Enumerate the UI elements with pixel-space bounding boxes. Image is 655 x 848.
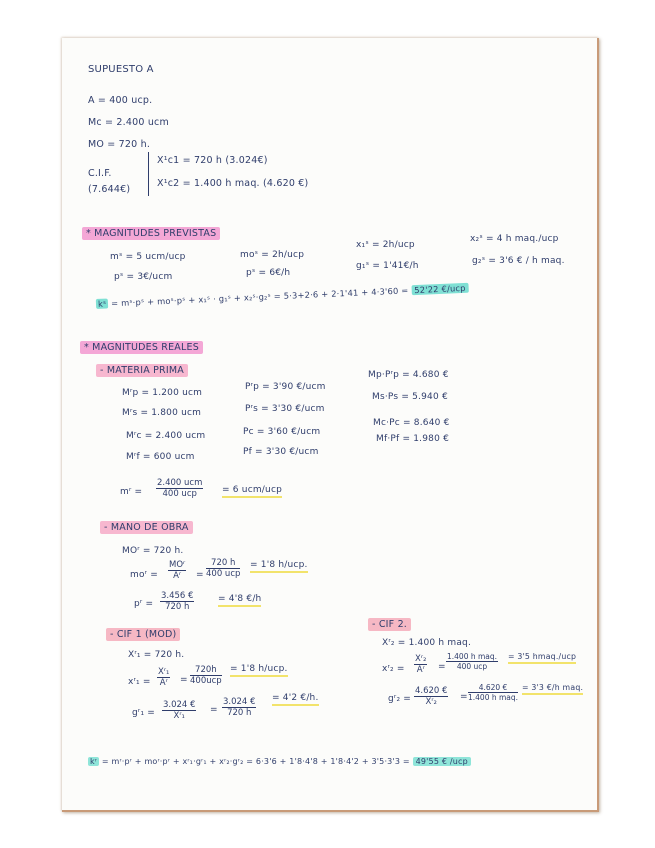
mp-r3-c2: Pc = 3'60 €/ucm	[243, 427, 321, 437]
x2-fraction-2: 1.400 h maq. 400 ucp	[447, 652, 498, 671]
materials-Mc: Mc = 2.400 ucm	[88, 117, 169, 128]
g2-result: = 3'3 €/h maq.	[522, 683, 583, 692]
prev-r1-c2: moˢ = 2h/ucp	[240, 250, 305, 260]
g1-fraction-1: $\frac{3.024 €}{\text{Xʳ₁}}$	[163, 700, 196, 721]
mr-lhs: mʳ =	[120, 487, 143, 497]
prev-r1-c1: mˢ = 5 ucm/ucp	[110, 252, 186, 262]
mor-fraction-2: 720 h 400 ucp	[206, 558, 241, 579]
labor-MO: MO = 720 h.	[88, 139, 151, 150]
prev-r2-c2: pˢ = 6€/h	[246, 268, 291, 278]
mor-result: = 1'8 h/ucp.	[250, 560, 308, 570]
mr-result: = 6 ucm/ucp	[222, 485, 282, 495]
x1-real: Xʳ₁ = 720 h.	[128, 650, 185, 660]
x1-fraction-1: $\frac{\text{Xʳ₁}}{\text{Aʳ}}$	[158, 667, 170, 688]
mp-r4-c3: Mf·Pf = 1.980 €	[376, 434, 450, 444]
page-title: SUPUESTO A	[88, 64, 154, 75]
cif-label: C.I.F.	[88, 168, 112, 179]
cif-total: (7.644€)	[88, 184, 131, 195]
heading-reales: * MAGNITUDES REALES	[80, 342, 203, 353]
pr-result: = 4'8 €/h	[218, 594, 261, 604]
mp-r3-c3: Mc·Pc = 8.640 €	[373, 418, 450, 428]
pr-lhs: pʳ =	[134, 599, 154, 609]
x1-lhs: xʳ₁ =	[128, 677, 151, 687]
g1-result: = 4'2 €/h.	[272, 693, 319, 703]
prev-r2-c1: pˢ = 3€/ucm	[114, 272, 173, 282]
mor-fraction-1: MOʳ Aʳ	[169, 560, 186, 581]
x2-result: = 3'5 hmaq./ucp	[508, 652, 576, 661]
g2-lhs: gʳ₂ =	[388, 694, 412, 704]
mp-r1-c1: Mʳp = 1.200 ucm	[122, 388, 203, 398]
notebook-page	[62, 38, 599, 812]
prev-r2-c3: g₁ˢ = 1'41€/h	[356, 261, 419, 271]
mp-r2-c1: Mʳs = 1.800 ucm	[122, 408, 202, 418]
ks-formula: kˢ = mˢ·pˢ + moˢ·pˢ + x₁ˢ · g₁ˢ + x₂ˢ·g₂ˢ = 5·3+2·6 + 2·1'41 + 4·3'60 = 52'22 €/ucp	[96, 283, 469, 309]
units-A: A = 400 ucp.	[88, 95, 153, 106]
equals: =	[438, 662, 446, 672]
x2-real: Xʳ₂ = 1.400 h maq.	[382, 638, 472, 648]
mp-r3-c1: Mʳc = 2.400 ucm	[126, 431, 206, 441]
mp-r1-c2: Pʳp = 3'90 €/ucm	[245, 382, 326, 392]
mp-r1-c3: Mp·Pʳp = 4.680 €	[368, 370, 449, 380]
heading-mano-de-obra: - MANO DE OBRA	[100, 522, 193, 533]
mor-lhs: moʳ =	[130, 570, 159, 580]
equals: =	[460, 692, 468, 702]
mr-fraction: 2.400 ucm 400 ucp	[157, 478, 203, 499]
mo-real: MOʳ = 720 h.	[122, 546, 184, 556]
heading-cif2: - CIF 2.	[368, 619, 411, 630]
prev-r1-c3: x₁ˢ = 2h/ucp	[356, 240, 415, 250]
equals: =	[210, 705, 218, 715]
x2-fraction-1: $\frac{\text{Xʳ₂}}{\text{Aʳ}}$	[415, 654, 427, 675]
g1-fraction-2: $\frac{3.024 €}{720 h}$	[223, 697, 256, 718]
heading-materia-prima: - MATERIA PRIMA	[96, 365, 188, 376]
equals: =	[180, 675, 188, 685]
prev-r2-c4: g₂ˢ = 3'6 € / h maq.	[472, 256, 565, 266]
cif-x1: X¹c1 = 720 h (3.024€)	[157, 155, 268, 166]
x1-fraction-2: 720h 400ucp	[190, 665, 222, 686]
g2-fraction-2: 4.620 € 1.400 h maq.	[468, 683, 519, 702]
kr-formula: kʳ = mʳ·pʳ + moʳ·pʳ + xʳ₁·gʳ₁ + xʳ₂·gʳ₂ = 6·3'6 + 1'8·4'8 + 1'8·4'2 + 3'5·3'3 = 49'55 € /ucp	[88, 757, 471, 766]
prev-r1-c4: x₂ˢ = 4 h maq./ucp	[470, 234, 559, 244]
heading-cif1: - CIF 1 (MOD)	[106, 629, 180, 640]
mp-r2-c3: Ms·Ps = 5.940 €	[372, 392, 448, 402]
heading-previstas: * MAGNITUDES PREVISTAS	[82, 228, 220, 239]
mp-r4-c2: Pf = 3'30 €/ucm	[243, 447, 319, 457]
mp-r2-c2: Pʳs = 3'30 €/ucm	[245, 404, 325, 414]
pr-fraction: $\frac{3.456 €}{720 h}$	[161, 591, 194, 612]
mp-r4-c1: Mʳf = 600 ucm	[126, 452, 195, 462]
cif-x2: X¹c2 = 1.400 h maq. (4.620 €)	[157, 178, 309, 189]
x1-result: = 1'8 h/ucp.	[230, 664, 288, 674]
g1-lhs: gʳ₁ =	[132, 708, 156, 718]
x2-lhs: xʳ₂ =	[382, 664, 405, 674]
g2-fraction-1: $\frac{4.620 €}{\text{Xʳ₂}}$	[415, 686, 448, 707]
brace	[148, 152, 149, 196]
equals: =	[196, 570, 204, 580]
